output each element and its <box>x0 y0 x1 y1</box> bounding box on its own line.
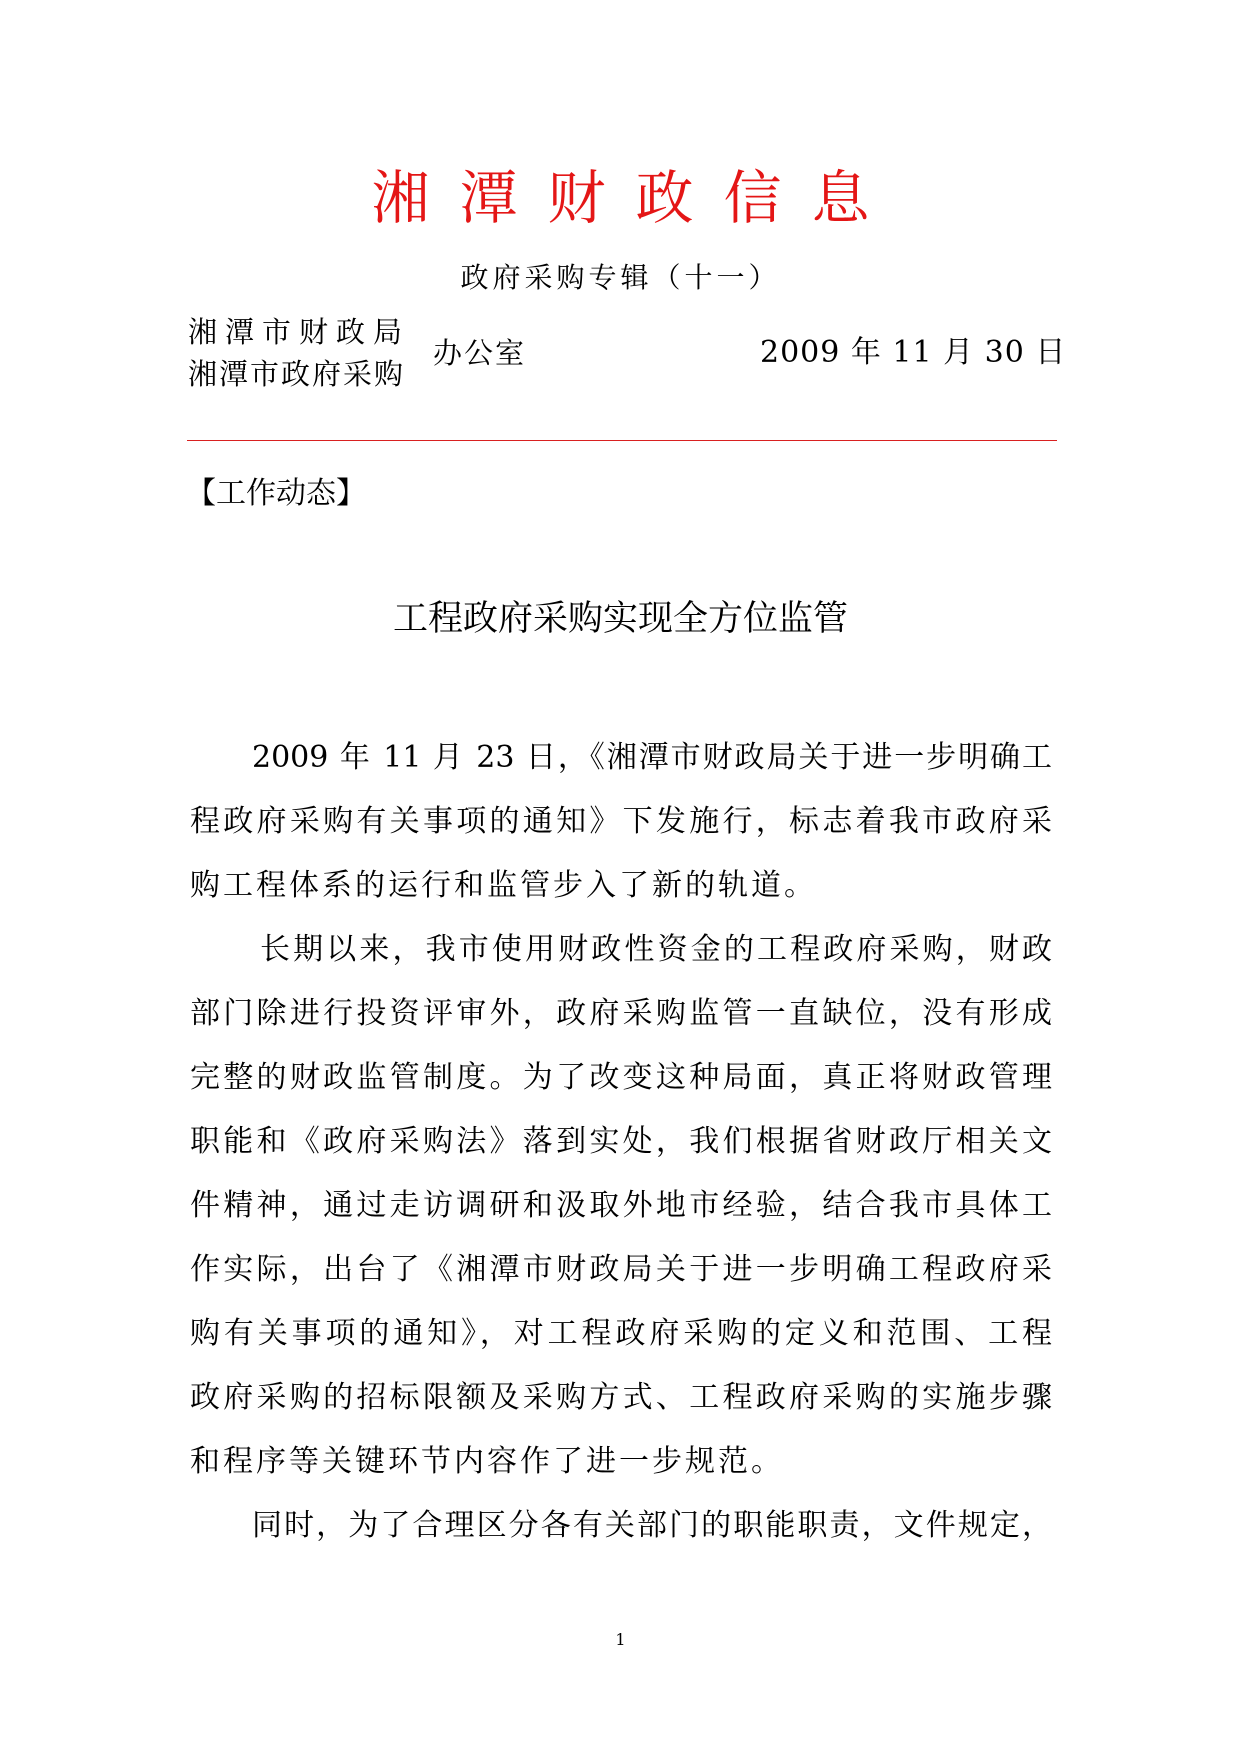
issue-subtitle: 政府采购专辑（十一） <box>460 261 781 294</box>
body-line: 完整的财政监管制度。为了改变这种局面，真正将财政管理 <box>190 1060 1052 1095</box>
body-line: 部门除进行投资评审外，政府采购监管一直缺位，没有形成 <box>190 996 1052 1031</box>
body-line: 2009 年 11 月 23 日，《湘潭市财政局关于进一步明确工 <box>252 740 1052 775</box>
body-line: 购有关事项的通知》，对工程政府采购的定义和范围、工程 <box>190 1316 1052 1351</box>
body-line: 同时，为了合理区分各有关部门的职能职责，文件规定， <box>252 1508 1052 1543</box>
article-title: 工程政府采购实现全方位监管 <box>392 599 848 639</box>
issuer-line-1: 湘潭市财政局 <box>188 315 411 349</box>
section-label: 【工作动态】 <box>186 476 366 511</box>
body-line: 件精神，通过走访调研和汲取外地市经验，结合我市具体工 <box>190 1188 1052 1223</box>
body-line: 政府采购的招标限额及采购方式、工程政府采购的实施步骤 <box>190 1380 1052 1415</box>
issuer-office: 办公室 <box>433 336 527 370</box>
page-number: 1 <box>615 1630 626 1649</box>
masthead-title: 湘潭财政信息 <box>371 164 900 232</box>
body-line: 程政府采购有关事项的通知》下发施行，标志着我市政府采 <box>190 804 1052 839</box>
issue-date: 2009 年 11 月 30 日 <box>760 335 1067 370</box>
issuer-line-2: 湘潭市政府采购 <box>188 357 406 391</box>
body-line: 职能和《政府采购法》落到实处，我们根据省财政厅相关文 <box>190 1124 1052 1159</box>
body-line: 长期以来，我市使用财政性资金的工程政府采购，财政 <box>260 932 1052 967</box>
header-divider <box>187 440 1057 441</box>
body-line: 和程序等关键环节内容作了进一步规范。 <box>190 1444 784 1479</box>
body-line: 作实际，出台了《湘潭市财政局关于进一步明确工程政府采 <box>190 1252 1052 1287</box>
body-line: 购工程体系的运行和监管步入了新的轨道。 <box>190 868 817 903</box>
